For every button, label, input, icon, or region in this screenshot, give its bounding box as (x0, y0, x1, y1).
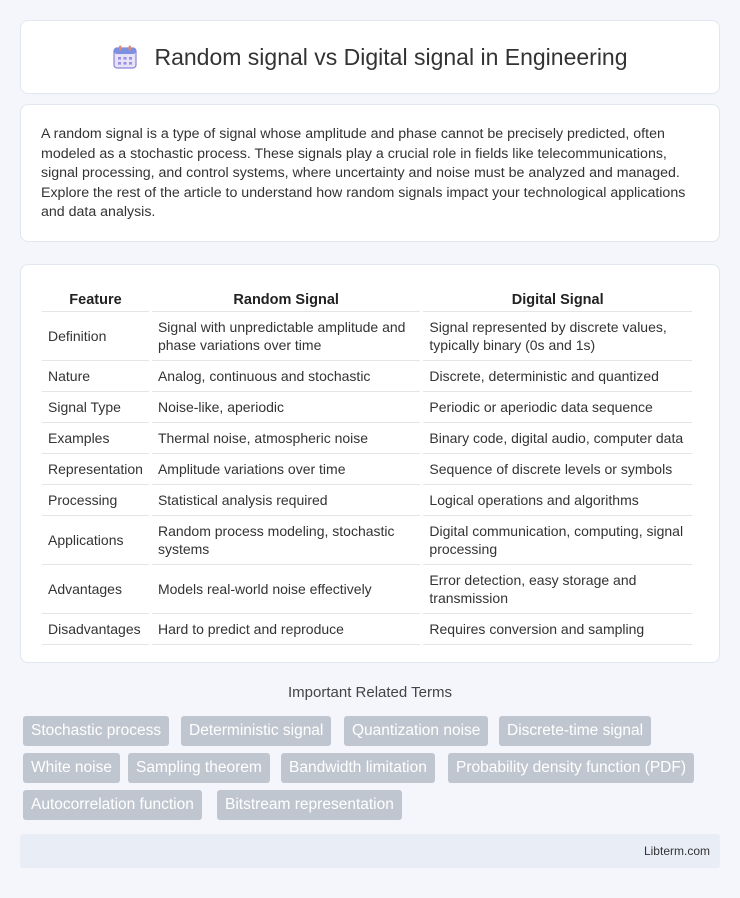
table-row (42, 454, 692, 485)
comparison-table (39, 285, 695, 645)
cell-feature: Processing (42, 485, 149, 516)
cell-digital: Logical operations and algorithms (423, 485, 692, 516)
cell-random: Signal with unpredictable amplitude and phase variations over time (152, 312, 420, 361)
term-tag-discrete-time-signal[interactable]: Discrete-time signal (499, 716, 651, 746)
cell-digital: Periodic or aperiodic data sequence (423, 392, 692, 423)
table-header-row (42, 285, 692, 312)
term-tag-pdf[interactable]: Probability density function (PDF) (448, 753, 694, 783)
cell-digital: Error detection, easy storage and transmission (423, 565, 692, 614)
cell-random: Hard to predict and reproduce (152, 614, 420, 645)
term-tag-deterministic-signal[interactable]: Deterministic signal (181, 716, 331, 746)
cell-digital: Binary code, digital audio, computer data (423, 423, 692, 454)
cell-feature: Disadvantages (42, 614, 149, 645)
term-tag-autocorrelation-function[interactable]: Autocorrelation function (23, 790, 202, 820)
cell-random: Analog, continuous and stochastic (152, 361, 420, 392)
cell-digital: Sequence of discrete levels or symbols (423, 454, 692, 485)
comparison-table-card (20, 264, 720, 663)
table-row (42, 485, 692, 516)
cell-random: Models real-world noise effectively (152, 565, 420, 614)
calendar-icon (112, 44, 138, 70)
cell-feature: Signal Type (42, 392, 149, 423)
column-header-random-signal: Random Signal (152, 285, 420, 312)
page-title: Random signal vs Digital signal in Engineering (154, 43, 628, 70)
title-card (20, 20, 720, 94)
table-row (42, 614, 692, 645)
intro-text: A random signal is a type of signal whose amplitude and phase cannot be precisely predicted, often modeled as a stochastic process. These signals play a crucial role in fields like telecommunications, signal processing, and control systems, where uncertainty and noise must be analyzed and managed. Explore the rest of the article to understand how random signals impact your technological applications and data analysis. (41, 126, 686, 221)
cell-digital: Digital communication, computing, signal processing (423, 516, 692, 565)
cell-digital: Discrete, deterministic and quantized (423, 361, 692, 392)
term-tag-quantization-noise[interactable]: Quantization noise (344, 716, 488, 746)
cell-random: Random process modeling, stochastic systems (152, 516, 420, 565)
column-header-feature: Feature (42, 285, 149, 312)
table-row (42, 361, 692, 392)
cell-feature: Representation (42, 454, 149, 485)
table-row (42, 565, 692, 614)
cell-digital: Requires conversion and sampling (423, 614, 692, 645)
intro-card (20, 104, 720, 242)
related-terms-heading: Important Related Terms (288, 684, 452, 701)
term-tag-sampling-theorem[interactable]: Sampling theorem (128, 753, 270, 783)
term-tag-bandwidth-limitation[interactable]: Bandwidth limitation (281, 753, 435, 783)
table-row (42, 392, 692, 423)
footer (20, 834, 720, 868)
table-row (42, 516, 692, 565)
cell-random: Thermal noise, atmospheric noise (152, 423, 420, 454)
cell-random: Noise-like, aperiodic (152, 392, 420, 423)
cell-feature: Definition (42, 312, 149, 361)
cell-random: Statistical analysis required (152, 485, 420, 516)
footer-site-link[interactable]: Libterm.com (643, 844, 710, 858)
cell-feature: Examples (42, 423, 149, 454)
cell-random: Amplitude variations over time (152, 454, 420, 485)
term-tag-stochastic-process[interactable]: Stochastic process (23, 716, 169, 746)
cell-feature: Advantages (42, 565, 149, 614)
table-row (42, 312, 692, 361)
term-tag-bitstream-representation[interactable]: Bitstream representation (217, 790, 402, 820)
term-tag-white-noise[interactable]: White noise (23, 753, 120, 783)
table-row (42, 423, 692, 454)
cell-digital: Signal represented by discrete values, typically binary (0s and 1s) (423, 312, 692, 361)
cell-feature: Nature (42, 361, 149, 392)
cell-feature: Applications (42, 516, 149, 565)
column-header-digital-signal: Digital Signal (423, 285, 692, 312)
